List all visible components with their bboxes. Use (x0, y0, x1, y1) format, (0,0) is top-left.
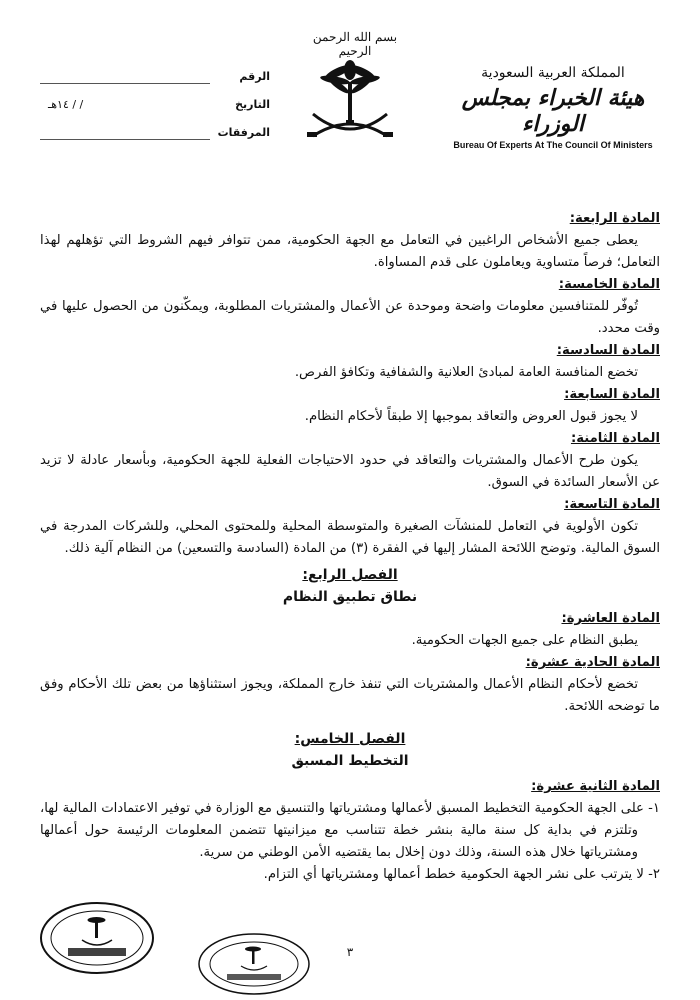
basmala: بسم الله الرحمن الرحيم (312, 30, 398, 58)
secretariat-seal-icon (195, 932, 313, 996)
article-6-text: تخضع المنافسة العامة لمبادئ العلانية والشفافية وتكافؤ الفرص. (294, 365, 638, 380)
article-11-text: تخضع لأحكام النظام الأعمال والمشتريات التي تنفذ خارج المملكة، ويجوز استثناؤها من بعض تلك الأحكام وفق ما توضحه اللائحة. (40, 677, 660, 714)
number-label: الرقم (239, 70, 270, 83)
bureau-name-arabic: هيئة الخبراء بمجلس الوزراء (461, 85, 645, 138)
attachments-label: المرفقات (217, 126, 270, 139)
chapter-5-title: التخطيط المسبق (291, 753, 409, 769)
letterhead (448, 65, 658, 150)
article-8-title: المادة الثامنة: (570, 431, 660, 446)
article-10-text: يطبق النظام على جميع الجهات الحكومية. (411, 633, 638, 648)
palm-swords-emblem-icon (305, 52, 395, 147)
article-4-text: يعطى جميع الأشخاص الراغبين في التعامل مع الجهة الحكومية، ممن تتوافر فيهم الشروط التي تؤهلهم لهذا التعامل؛ فرصاً متساوية ويعاملون على قدم المساواة. (40, 233, 660, 270)
article-5-text: تُوفّر للمتنافسين معلومات واضحة وموحدة عن الأعمال والمشتريات المطلوبة، ويمكّنون من الحصول عليها في وقت محدد. (40, 299, 660, 336)
article-8-text: يكون طرح الأعمال والمشتريات والتعاقد في حدود الاحتياجات الفعلية للجهة الحكومية، وبأسعار عادلة لا تزيد عن الأسعار السائدة في السوق. (40, 453, 660, 490)
article-12-item-1: ١- على الجهة الحكومية التخطيط المسبق لأعمالها ومشترياتها والتنسيق مع الوزارة في توفير الاعتمادات المالية لها، وتلتزم في بداية كل سنة مالية بنشر خطة تتناسب مع ميزانيتها تتضمن المعلومات الرئيسة حول أعمالها ومشترياتها خلال هذه السنة، وذلك دون إخلال بما يقتضيه الأمن الوطني من سرية. (40, 801, 660, 860)
chapter-4-title: نطاق تطبيق النظام (282, 589, 418, 605)
article-7-text: لا يجوز قبول العروض والتعاقد بموجبها إلا طبقاً لأحكام النظام. (304, 409, 638, 424)
article-7-title: المادة السابعة: (564, 387, 660, 402)
number-line (40, 83, 210, 84)
date-label: التاريخ (235, 98, 270, 111)
kingdom-name: المملكة العربية السعودية (481, 65, 625, 81)
attachments-line (40, 139, 210, 140)
chapter-4-label: الفصل الرابع: (302, 567, 398, 583)
article-11-title: المادة الحادية عشرة: (525, 655, 660, 670)
page-number: ٣ (346, 945, 354, 959)
bureau-seal-icon (38, 900, 156, 976)
article-12-title: المادة الثانية عشرة: (531, 779, 660, 794)
document-body (40, 208, 660, 886)
reference-fields (40, 70, 270, 154)
article-5-title: المادة الخامسة: (558, 277, 660, 292)
article-12-item-2: ٢- لا يترتب على نشر الجهة الحكومية خطط أعمالها ومشترياتها أي التزام. (263, 867, 660, 882)
article-10-title: المادة العاشرة: (561, 611, 660, 626)
article-9-text: تكون الأولوية في التعامل للمنشآت الصغيرة والمتوسطة المحلية وللمحتوى المحلي، وللشركات المدرجة في السوق المالية. وتوضح اللائحة المشار إليها في الفقرة (٣) من المادة (السادسة والتسعين) من النظام آلية ذلك. (40, 519, 660, 556)
date-value: / / ١٤هـ (48, 98, 84, 111)
bureau-name-english: Bureau Of Experts At The Council Of Ministers (453, 139, 653, 150)
article-9-title: المادة التاسعة: (564, 497, 660, 512)
chapter-5-label: الفصل الخامس: (294, 731, 406, 747)
article-6-title: المادة السادسة: (556, 343, 660, 358)
article-4-title: المادة الرابعة: (569, 211, 660, 226)
